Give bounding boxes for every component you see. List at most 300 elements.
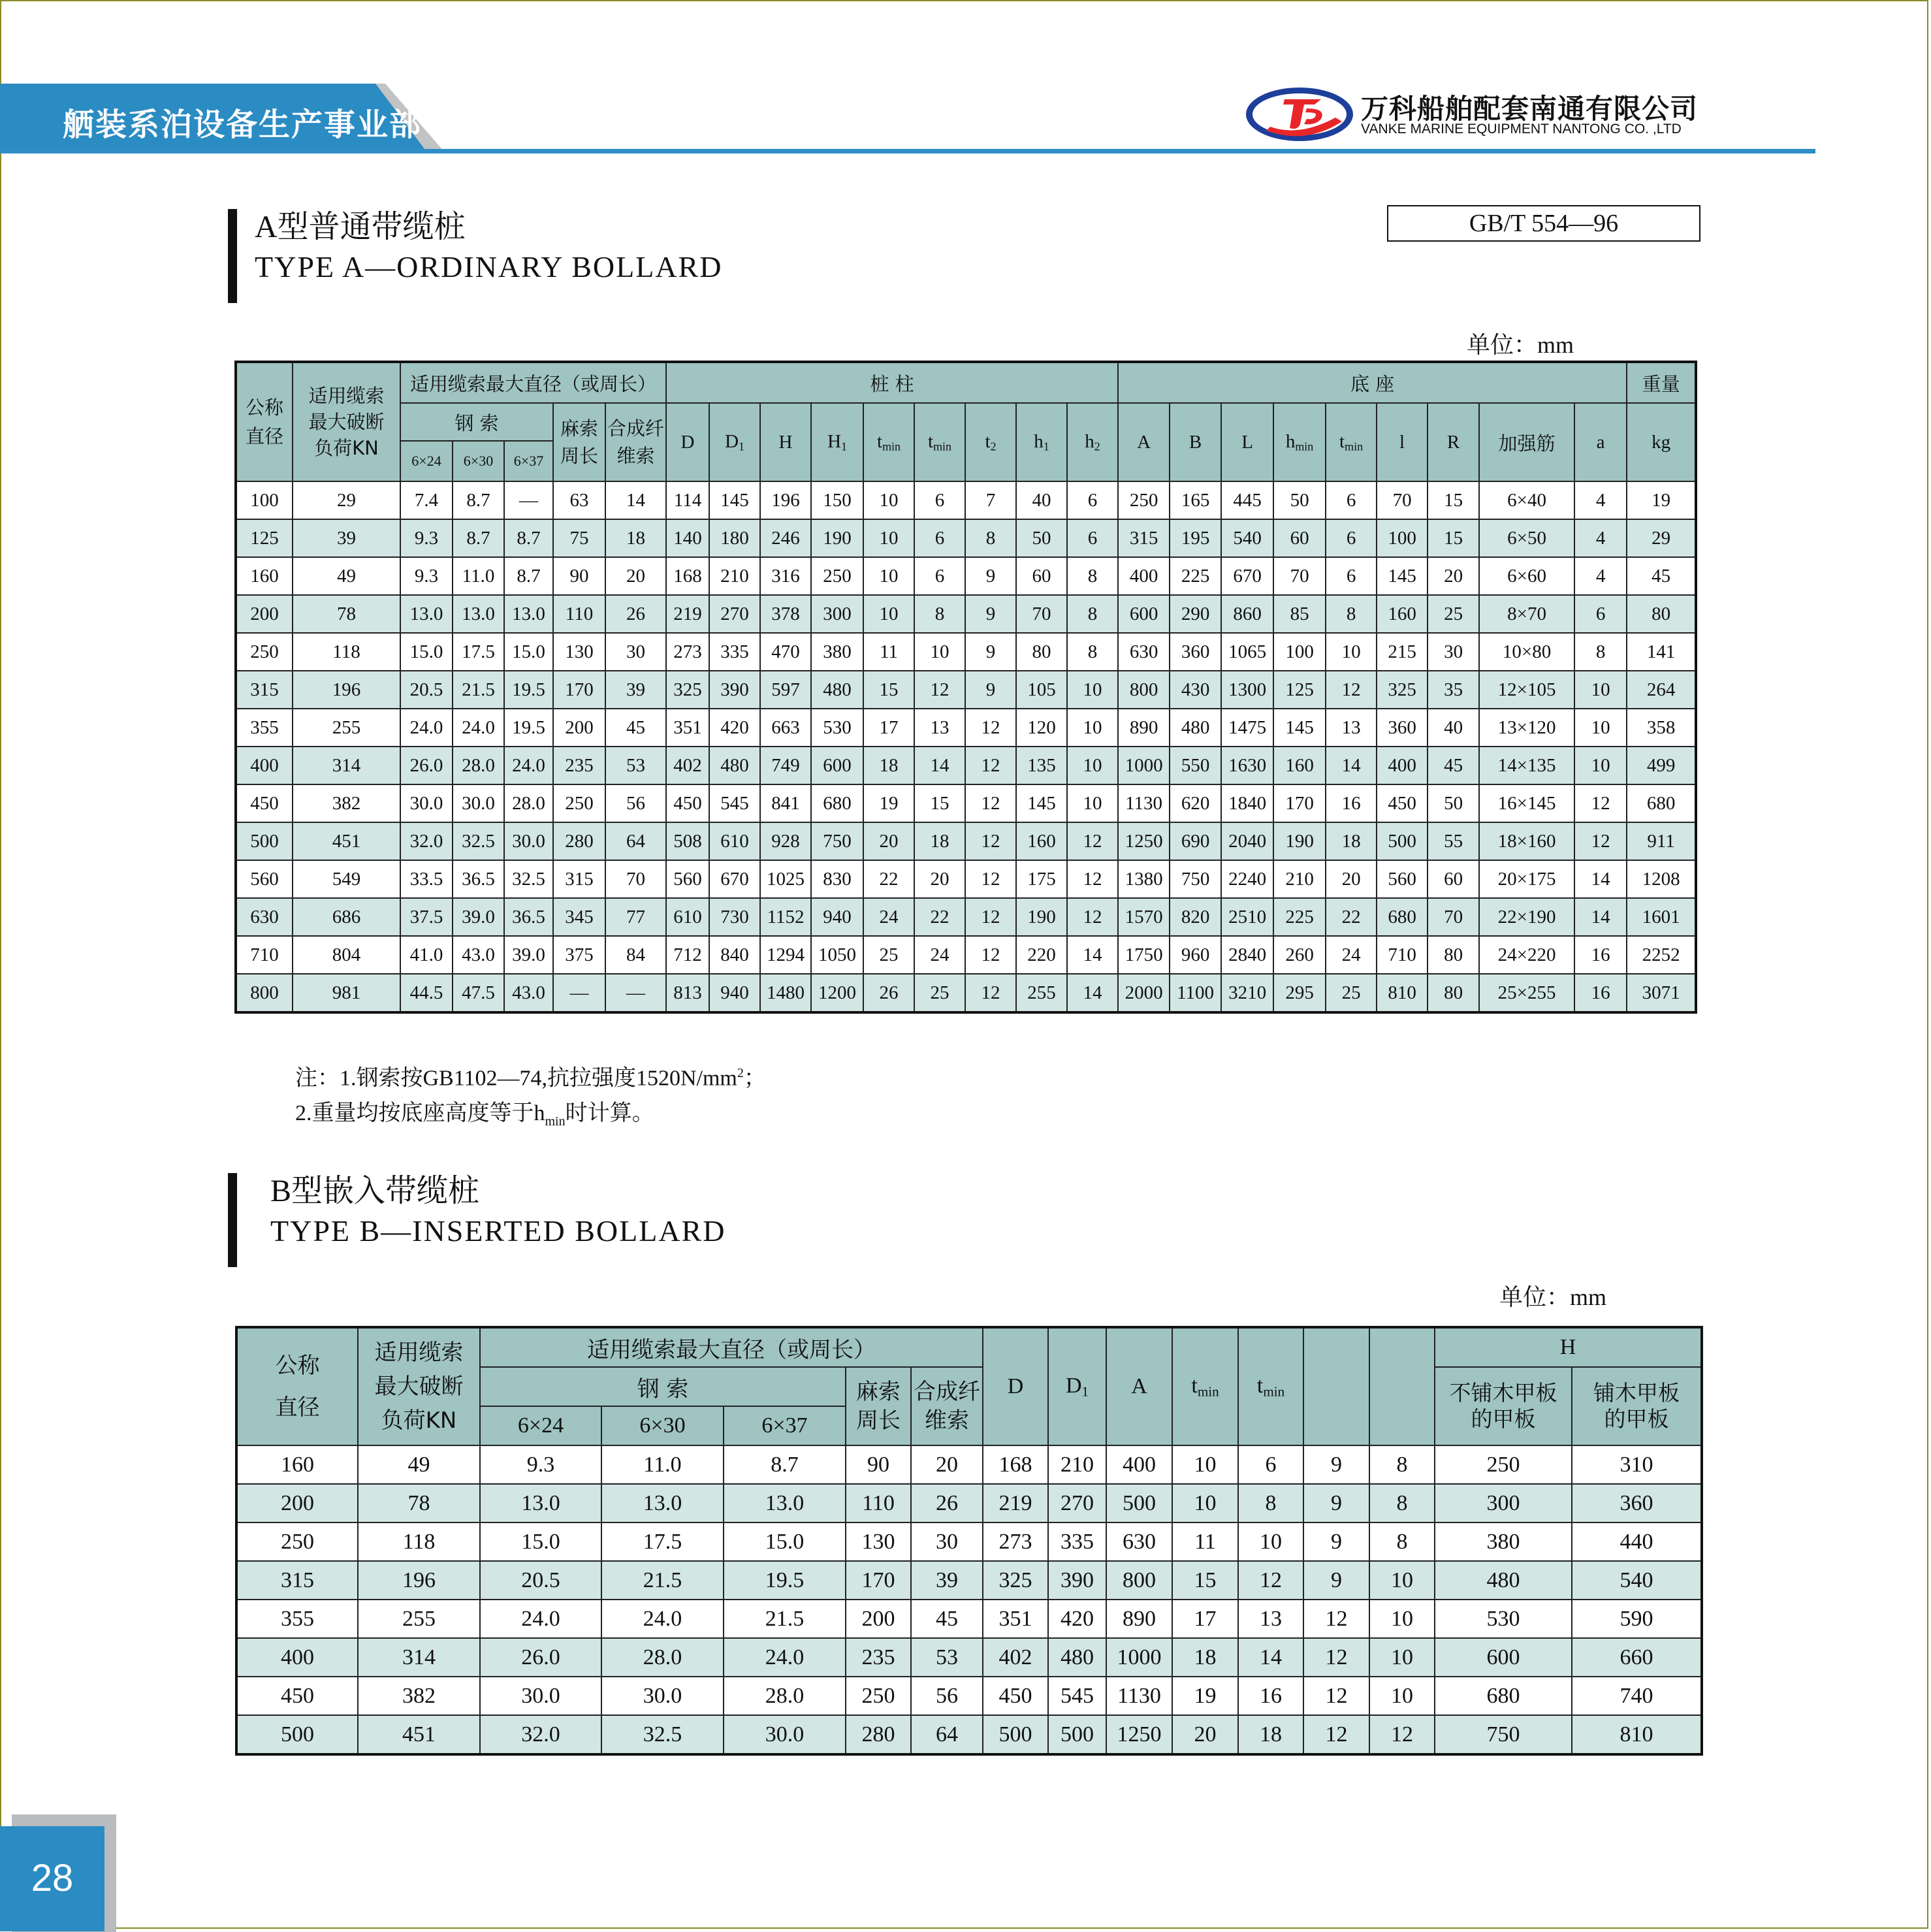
table-cell: 12: [914, 671, 965, 709]
b-col-breaking-load: 适用缆索 最大破断 负荷KN: [358, 1327, 480, 1445]
table-cell: 24: [1326, 936, 1377, 974]
table-cell: 11.0: [453, 557, 504, 595]
table-cell: 24.0: [601, 1600, 724, 1638]
b-col-blank-1: [1303, 1327, 1369, 1445]
table-cell: 100: [1377, 519, 1428, 557]
table-cell: 160: [236, 557, 293, 595]
table-cell: 70: [605, 860, 666, 898]
table-cell: 13.0: [400, 595, 453, 633]
table-cell: 560: [236, 860, 293, 898]
table-cell: 20: [1172, 1715, 1238, 1754]
table-cell: 14: [1574, 860, 1627, 898]
table-cell: 118: [293, 633, 400, 671]
table-cell: 15: [1172, 1561, 1238, 1600]
table-cell: 15: [914, 784, 965, 822]
table-cell: 6×40: [1479, 481, 1574, 519]
table-cell: 10: [1172, 1445, 1238, 1484]
table-cell: 15: [863, 671, 914, 709]
table-cell: 981: [293, 974, 400, 1012]
table-cell: 1570: [1118, 898, 1170, 936]
table-cell: 749: [760, 747, 811, 784]
table-cell: 6: [1326, 481, 1377, 519]
notes: [295, 1055, 766, 1139]
table-row: [236, 1600, 1702, 1638]
table-cell: 30.0: [480, 1677, 601, 1715]
table-cell: 820: [1170, 898, 1221, 936]
table-cell: 450: [983, 1677, 1048, 1715]
standard-code: GB/T 554—96: [1387, 205, 1700, 242]
col-L: L: [1221, 403, 1273, 481]
table-cell: 273: [983, 1522, 1048, 1561]
table-cell: 13: [914, 709, 965, 747]
table-cell: 9: [965, 595, 1016, 633]
table-cell: 2040: [1221, 822, 1273, 860]
table-cell: 2840: [1221, 936, 1273, 974]
table-cell: 6×60: [1479, 557, 1574, 595]
section-b-unit: 单位：mm: [1499, 1284, 1607, 1310]
table-cell: 420: [1048, 1600, 1106, 1638]
table-cell: 451: [293, 822, 400, 860]
table-row: [236, 1484, 1702, 1522]
table-cell: 690: [1170, 822, 1221, 860]
table-cell: 26.0: [400, 747, 453, 784]
table-cell: 804: [293, 936, 400, 974]
table-cell: 680: [811, 784, 863, 822]
table-cell: 358: [1627, 709, 1696, 747]
table-cell: 12: [965, 822, 1016, 860]
b-col-hemp-rope: 麻索 周长: [846, 1367, 911, 1445]
table-cell: 130: [846, 1522, 911, 1561]
col-a: a: [1574, 403, 1627, 481]
table-cell: 450: [1377, 784, 1428, 822]
table-row: [236, 1715, 1702, 1754]
table-cell: 150: [811, 481, 863, 519]
table-row: [236, 557, 1696, 595]
table-cell: 20: [1428, 557, 1479, 595]
table-cell: 355: [236, 709, 293, 747]
table-cell: 9: [965, 671, 1016, 709]
table-cell: 9: [1303, 1445, 1369, 1484]
table-cell: 314: [293, 747, 400, 784]
table-cell: 610: [666, 898, 709, 936]
table-cell: 12: [1303, 1715, 1369, 1754]
table-cell: 928: [760, 822, 811, 860]
table-cell: 110: [553, 595, 605, 633]
type-a-spec-table: [234, 361, 1697, 1014]
table-cell: 250: [236, 1522, 358, 1561]
col-steel-6x24: 6×24: [400, 441, 453, 481]
page-number: 28: [0, 1826, 104, 1931]
col-hemp-rope: 麻索 周长: [553, 403, 605, 481]
table-row: [236, 633, 1696, 671]
table-cell: 16: [1574, 974, 1627, 1012]
table-cell: 215: [1377, 633, 1428, 671]
table-cell: 13.0: [504, 595, 553, 633]
table-cell: 10: [1172, 1484, 1238, 1522]
table-cell: 295: [1273, 974, 1326, 1012]
table-cell: 196: [760, 481, 811, 519]
table-cell: 8: [1369, 1445, 1435, 1484]
company-name-en: VANKE MARINE EQUIPMENT NANTONG CO. ,LTD: [1361, 121, 1682, 137]
col-D1: $D_1$: [709, 403, 760, 481]
table-cell: 15.0: [504, 633, 553, 671]
b-col-H: H: [1435, 1327, 1702, 1367]
table-cell: 26.0: [480, 1638, 601, 1677]
table-cell: 499: [1627, 747, 1696, 784]
company-name-cn: 万科船舶配套南通有限公司: [1361, 93, 1699, 125]
table-cell: 200: [236, 595, 293, 633]
table-cell: 1000: [1118, 747, 1170, 784]
table-cell: 10: [1067, 747, 1118, 784]
table-cell: 220: [1016, 936, 1067, 974]
col-D: D: [666, 403, 709, 481]
table-cell: 70: [1428, 898, 1479, 936]
table-cell: 360: [1170, 633, 1221, 671]
table-cell: 219: [983, 1484, 1048, 1522]
table-cell: 25: [1326, 974, 1377, 1012]
table-cell: 39.0: [504, 936, 553, 974]
table-cell: 255: [293, 709, 400, 747]
table-cell: 90: [846, 1445, 911, 1484]
table-cell: 686: [293, 898, 400, 936]
col-nominal-diameter: 公称 直径: [236, 362, 293, 481]
table-cell: 10: [863, 595, 914, 633]
table-cell: 813: [666, 974, 709, 1012]
table-cell: 375: [553, 936, 605, 974]
table-cell: 28.0: [453, 747, 504, 784]
table-cell: 24: [914, 936, 965, 974]
table-row: [236, 1638, 1702, 1677]
table-cell: 270: [1048, 1484, 1106, 1522]
table-cell: 9.3: [400, 557, 453, 595]
b-col-tmin-2: $t_{min}$: [1238, 1327, 1303, 1445]
table-cell: 10: [863, 519, 914, 557]
table-cell: 8×70: [1479, 595, 1574, 633]
table-cell: 12: [965, 709, 1016, 747]
table-cell: 550: [1170, 747, 1221, 784]
table-cell: 8.7: [724, 1445, 846, 1484]
table-cell: 841: [760, 784, 811, 822]
table-cell: 77: [605, 898, 666, 936]
table-cell: 670: [709, 860, 760, 898]
table-cell: 10×80: [1479, 633, 1574, 671]
table-cell: 18: [1172, 1638, 1238, 1677]
table-cell: 145: [709, 481, 760, 519]
table-cell: 30: [605, 633, 666, 671]
table-cell: 12: [1303, 1677, 1369, 1715]
table-cell: 10: [1574, 747, 1627, 784]
col-B: B: [1170, 403, 1221, 481]
table-cell: 911: [1627, 822, 1696, 860]
table-cell: 14×135: [1479, 747, 1574, 784]
table-cell: 18×160: [1479, 822, 1574, 860]
table-cell: 16: [1238, 1677, 1303, 1715]
table-cell: 310: [1572, 1445, 1702, 1484]
col-R: R: [1428, 403, 1479, 481]
table-cell: 860: [1221, 595, 1273, 633]
table-cell: 325: [983, 1561, 1048, 1600]
table-cell: 500: [1377, 822, 1428, 860]
table-cell: 39: [293, 519, 400, 557]
table-cell: 36.5: [453, 860, 504, 898]
table-cell: 800: [1118, 671, 1170, 709]
table-cell: 6: [1326, 557, 1377, 595]
col-steel-rope: 钢 索: [400, 403, 553, 441]
table-cell: 32.5: [453, 822, 504, 860]
table-cell: 480: [1170, 709, 1221, 747]
table-cell: 225: [1170, 557, 1221, 595]
table-cell: 450: [666, 784, 709, 822]
table-cell: 120: [1016, 709, 1067, 747]
table-cell: 24.0: [724, 1638, 846, 1677]
table-cell: 195: [1170, 519, 1221, 557]
table-cell: 30.0: [504, 822, 553, 860]
table-cell: 6×50: [1479, 519, 1574, 557]
table-cell: 402: [666, 747, 709, 784]
table-cell: 21.5: [724, 1600, 846, 1638]
table-cell: 25: [1428, 595, 1479, 633]
b-col-D1: $D_1$: [1048, 1327, 1106, 1445]
table-cell: 540: [1572, 1561, 1702, 1600]
table-cell: 4: [1574, 519, 1627, 557]
b-col-synthetic-rope: 合成纤 维索: [911, 1367, 983, 1445]
table-cell: 840: [709, 936, 760, 974]
table-cell: 8: [1369, 1484, 1435, 1522]
table-cell: 64: [911, 1715, 983, 1754]
table-cell: 18: [863, 747, 914, 784]
table-cell: 1130: [1118, 784, 1170, 822]
table-cell: 8.7: [453, 519, 504, 557]
table-cell: 15.0: [724, 1522, 846, 1561]
table-cell: 670: [1221, 557, 1273, 595]
table-cell: 250: [553, 784, 605, 822]
table-cell: 20: [911, 1445, 983, 1484]
table-cell: 430: [1170, 671, 1221, 709]
table-cell: 141: [1627, 633, 1696, 671]
table-cell: 32.5: [504, 860, 553, 898]
table-cell: 300: [1435, 1484, 1572, 1522]
table-cell: 12: [965, 898, 1016, 936]
table-cell: 85: [1273, 595, 1326, 633]
table-cell: 12: [1067, 860, 1118, 898]
table-cell: 290: [1170, 595, 1221, 633]
table-cell: 600: [811, 747, 863, 784]
table-cell: 15.0: [400, 633, 453, 671]
table-row: [236, 595, 1696, 633]
table-cell: 1152: [760, 898, 811, 936]
table-cell: 1630: [1221, 747, 1273, 784]
table-cell: 225: [1273, 898, 1326, 936]
table-cell: 28.0: [601, 1638, 724, 1677]
table-cell: 545: [709, 784, 760, 822]
table-cell: 45: [1428, 747, 1479, 784]
table-row: [236, 481, 1696, 519]
table-row: [236, 1561, 1702, 1600]
table-cell: 11: [863, 633, 914, 671]
table-cell: 9: [965, 633, 1016, 671]
table-cell: 13.0: [601, 1484, 724, 1522]
table-cell: 8: [1238, 1484, 1303, 1522]
b-col-max-rope-diameter: 适用缆索最大直径（或周长）: [480, 1327, 983, 1367]
table-cell: 10: [863, 557, 914, 595]
table-cell: 37.5: [400, 898, 453, 936]
table-cell: 22: [1326, 898, 1377, 936]
b-col-steel-6x24: 6×24: [480, 1406, 601, 1445]
section-a-title-en: TYPE A—ORDINARY BOLLARD: [255, 250, 723, 283]
table-cell: 50: [1016, 519, 1067, 557]
table-cell: 315: [236, 671, 293, 709]
table-cell: 8: [1067, 557, 1118, 595]
table-cell: 14: [1067, 936, 1118, 974]
table-cell: 12: [965, 747, 1016, 784]
table-cell: 29: [1627, 519, 1696, 557]
table-cell: 145: [1016, 784, 1067, 822]
table-cell: 17: [863, 709, 914, 747]
table-cell: 250: [1118, 481, 1170, 519]
col-steel-6x37: 6×37: [504, 441, 553, 481]
table-cell: 14: [1067, 974, 1118, 1012]
b-col-tmin-1: $t_{min}$: [1172, 1327, 1238, 1445]
table-cell: 12: [1574, 784, 1627, 822]
table-cell: 750: [1170, 860, 1221, 898]
table-cell: 12: [1574, 822, 1627, 860]
table-cell: 20.5: [480, 1561, 601, 1600]
table-cell: 160: [236, 1445, 358, 1484]
table-cell: 380: [811, 633, 863, 671]
table-cell: 15: [1428, 519, 1479, 557]
table-cell: 80: [1016, 633, 1067, 671]
table-cell: 20: [1326, 860, 1377, 898]
table-cell: 43.0: [453, 936, 504, 974]
table-cell: 10: [1067, 784, 1118, 822]
table-cell: 210: [1273, 860, 1326, 898]
b-col-nominal-diameter: 公称 直径: [236, 1327, 358, 1445]
table-cell: 10: [1574, 709, 1627, 747]
table-cell: 1294: [760, 936, 811, 974]
table-cell: 20.5: [400, 671, 453, 709]
table-cell: 1200: [811, 974, 863, 1012]
table-cell: 25: [914, 974, 965, 1012]
table-cell: 545: [1048, 1677, 1106, 1715]
table-cell: 500: [983, 1715, 1048, 1754]
col-steel-6x30: 6×30: [453, 441, 504, 481]
table-cell: 400: [1106, 1445, 1172, 1484]
table-cell: 620: [1170, 784, 1221, 822]
table-cell: 451: [358, 1715, 480, 1754]
table-cell: 24×220: [1479, 936, 1574, 974]
table-cell: 20: [914, 860, 965, 898]
table-cell: 168: [666, 557, 709, 595]
table-cell: 196: [358, 1561, 480, 1600]
table-cell: 6: [1238, 1445, 1303, 1484]
table-cell: 21.5: [453, 671, 504, 709]
table-cell: 8: [1574, 633, 1627, 671]
table-cell: 246: [760, 519, 811, 557]
table-cell: 663: [760, 709, 811, 747]
table-cell: 10: [914, 633, 965, 671]
table-row: [236, 1677, 1702, 1715]
table-cell: 9.3: [480, 1445, 601, 1484]
table-cell: 8: [965, 519, 1016, 557]
table-cell: 15: [1428, 481, 1479, 519]
table-cell: 335: [709, 633, 760, 671]
b-col-steel-6x30: 6×30: [601, 1406, 724, 1445]
table-cell: 382: [293, 784, 400, 822]
col-max-rope-diameter: 适用缆索最大直径（或周长）: [400, 362, 666, 403]
table-cell: 630: [1106, 1522, 1172, 1561]
table-cell: 12: [1303, 1638, 1369, 1677]
table-cell: 255: [1016, 974, 1067, 1012]
table-cell: 10: [1238, 1522, 1303, 1561]
table-cell: 16×145: [1479, 784, 1574, 822]
table-cell: 13: [1326, 709, 1377, 747]
table-cell: 30.0: [400, 784, 453, 822]
table-cell: 130: [553, 633, 605, 671]
table-cell: 135: [1016, 747, 1067, 784]
table-cell: 235: [846, 1638, 911, 1677]
table-cell: 1208: [1627, 860, 1696, 898]
table-cell: 6: [914, 519, 965, 557]
table-cell: 12: [1369, 1715, 1435, 1754]
table-cell: 1130: [1106, 1677, 1172, 1715]
table-cell: 7: [965, 481, 1016, 519]
table-cell: 24.0: [504, 747, 553, 784]
section-b-title-cn: B型嵌入带缆桩: [270, 1174, 480, 1208]
table-cell: 170: [846, 1561, 911, 1600]
table-cell: 64: [605, 822, 666, 860]
table-cell: 8: [1067, 633, 1118, 671]
table-cell: 17.5: [601, 1522, 724, 1561]
table-cell: 43.0: [504, 974, 553, 1012]
table-cell: 50: [1428, 784, 1479, 822]
table-cell: 6: [1326, 519, 1377, 557]
company-logo-icon: [1244, 85, 1355, 147]
table-cell: 22×190: [1479, 898, 1574, 936]
table-cell: 1250: [1106, 1715, 1172, 1754]
table-cell: 1380: [1118, 860, 1170, 898]
table-cell: 360: [1377, 709, 1428, 747]
table-cell: 2240: [1221, 860, 1273, 898]
table-cell: 39.0: [453, 898, 504, 936]
table-cell: 75: [553, 519, 605, 557]
table-cell: 800: [236, 974, 293, 1012]
table-cell: 1050: [811, 936, 863, 974]
table-cell: 28.0: [504, 784, 553, 822]
table-cell: 480: [1048, 1638, 1106, 1677]
table-cell: 9: [1303, 1522, 1369, 1561]
table-cell: 680: [1627, 784, 1696, 822]
table-row: [236, 1522, 1702, 1561]
table-cell: 26: [605, 595, 666, 633]
header-rule: [0, 149, 1815, 153]
table-cell: 549: [293, 860, 400, 898]
table-cell: —: [605, 974, 666, 1012]
table-cell: 450: [236, 784, 293, 822]
table-cell: 9: [965, 557, 1016, 595]
table-cell: 20: [863, 822, 914, 860]
table-cell: 560: [1377, 860, 1428, 898]
table-cell: 280: [846, 1715, 911, 1754]
table-cell: 13.0: [453, 595, 504, 633]
table-cell: 18: [1326, 822, 1377, 860]
table-cell: 70: [1273, 557, 1326, 595]
table-cell: 12: [965, 784, 1016, 822]
table-cell: 12: [1303, 1600, 1369, 1638]
table-cell: 45: [1627, 557, 1696, 595]
table-cell: 12×105: [1479, 671, 1574, 709]
col-H1: $H_1$: [811, 403, 863, 481]
table-row: [236, 1445, 1702, 1484]
